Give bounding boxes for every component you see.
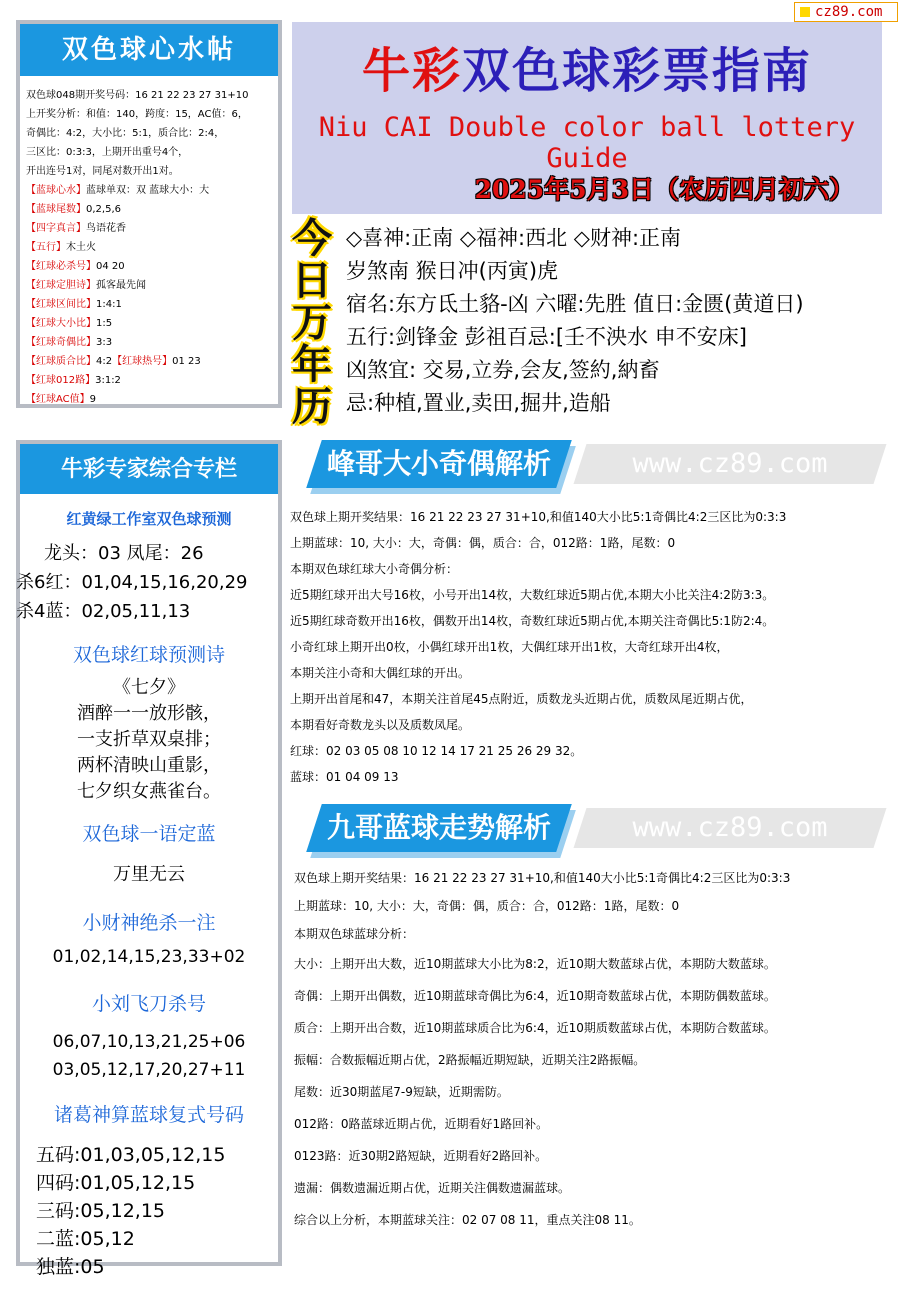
section2-body [294,864,790,1236]
tip-label: 【四字真言】 [26,223,86,234]
almanac-char: 历 [292,383,332,430]
poem-title: 《七夕》 [113,677,185,698]
title-en: Niu CAI Double color ball lottery Guide [318,112,856,174]
plain-line: 双色球048期开奖号码：16 21 22 23 27 31+10 [26,90,249,101]
almanac-vertical-title [292,215,342,430]
zhuge-line: 四码:01,05,12,15 [36,1172,196,1194]
tip-value: 木土火 [66,242,96,253]
analysis-line: 上期蓝球：10, 大小：大，奇偶：偶，质合：合，012路：1路，尾数：0 [294,899,680,913]
plain-line: 开出连号1对，同尾对数开出1对。 [26,166,179,177]
tip-value: 3:1:2 [95,375,121,386]
analysis-line: 尾数：近30期蓝尾7-9短缺，近期需防。 [294,1085,509,1099]
analysis-line: 上期蓝球：10, 大小：大，奇偶：偶，质合：合，012路：1路，尾数：0 [290,536,676,550]
title-block [292,22,882,214]
analysis-line: 蓝球：01 04 09 13 [290,770,399,784]
god-pick: 01,02,14,15,23,33+02 [52,947,246,967]
kill-blue-line: 杀4蓝：02,05,11,13 [16,601,191,622]
left-bottom-panel [16,440,282,1278]
analysis-line: 双色球上期开奖结果：16 21 22 23 27 31+10,和值140大小比5:1奇偶比4:2三区比为0:3:3 [294,871,791,885]
tip-row [26,200,278,219]
watermark-text: cz89.com [815,4,883,20]
tip-label: 【红球012路】 [26,375,96,386]
section1-title: 峰哥大小奇偶解析 [326,447,551,480]
tip-row [26,276,278,295]
zhuge-heading: 诸葛神算蓝球复式号码 [53,1104,244,1126]
plain-line: 奇偶比：4:2，大小比：5:1，质合比：2:4， [26,128,225,139]
tip-value: 蓝球单双：双 蓝球大小：大 [86,185,210,196]
zhuge-line: 五码:01,03,05,12,15 [36,1144,226,1166]
left-top-title: 双色球心水帖 [20,24,278,76]
tip-label: 【红球区间比】 [26,299,96,310]
tip-value: 孤客最先闻 [96,280,146,291]
tip-label: 【红球定胆诗】 [26,280,96,291]
analysis-line: 0123路：近30期2路短缺，近期看好2路回补。 [294,1149,548,1163]
tip-value: 1:5 [96,318,113,329]
studio-heading: 红黄绿工作室双色球预测 [66,510,232,528]
tip-value: 1:4:1 [96,299,122,310]
almanac-char: 今 [292,215,332,262]
almanac-line: 忌:种植,置业,卖田,掘井,造船 [346,391,611,415]
tip-row [26,257,278,276]
plain-line: 三区比：0:3:3，上期开出重号4个， [26,147,189,158]
tip-label: 【红球AC值】 [26,394,90,405]
analysis-line: 近5期红球开出大号16枚，小号开出14枚，大数红球近5期占优,本期大小比关注4:2防3:3。 [290,588,775,602]
one-word-value: 万里无云 [113,864,185,885]
section2-banner [300,800,860,860]
tip-label: 【红球热号】 [112,356,173,367]
title-cn-blue: 双色球彩票指南 [462,43,813,99]
analysis-line: 近5期红球奇数开出16枚，偶数开出14枚，奇数红球近5期占优,本期关注奇偶比5:1防2:4。 [290,614,775,628]
section2-url: www.cz89.com [632,812,828,843]
tip-label: 【红球奇偶比】 [26,337,96,348]
tip-label: 【红球质合比】 [26,356,96,367]
analysis-line: 奇偶：上期开出偶数，近10期蓝球奇偶比为6:4，近10期奇数蓝球占优，本期防偶数蓝球。 [294,989,776,1003]
section1-url: www.cz89.com [632,448,828,479]
tip-row [26,352,278,371]
almanac-line: ◇喜神:正南 ◇福神:西北 ◇财神:正南 [346,226,682,250]
knife-line: 06,07,10,13,21,25+06 [52,1032,246,1052]
analysis-line: 本期双色球红球大小奇偶分析： [290,562,459,576]
tip-label: 【红球必杀号】 [26,261,96,272]
analysis-line: 遗漏：偶数遗漏近期占优，近期关注偶数遗漏蓝球。 [294,1181,571,1195]
tip-value: 3:3 [96,337,113,348]
zhuge-line: 独蓝:05 [36,1256,105,1278]
almanac-line: 宿名:东方氐土貉-凶 六曜:先胜 值日:金匮(黄道日) [346,292,804,316]
tip-label: 【蓝球心水】 [26,185,86,196]
tip-label: 【蓝球尾数】 [26,204,86,215]
tip-value: 鸟语花香 [86,223,126,234]
analysis-line: 质合：上期开出合数，近10期蓝球质合比为6:4，近10期质数蓝球占优，本期防合数蓝球。 [294,1021,776,1035]
tip-label: 【红球大小比】 [26,318,96,329]
tip-row [26,295,278,314]
analysis-line: 012路：0路蓝球近期占优，近期看好1路回补。 [294,1117,549,1131]
analysis-line: 振幅：合数振幅近期占优，2路振幅近期短缺，近期关注2路振幅。 [294,1053,646,1067]
tip-value: 9 [89,394,97,405]
issue-date: 2025年5月3日（农历四月初六） [474,175,854,204]
tip-value: 04 20 [96,261,125,272]
section1-body [290,504,786,790]
almanac-char: 年 [292,341,332,388]
tip-value: 4:2 [96,356,113,367]
section1-banner [300,436,860,496]
tip-row [26,219,278,238]
tip-row [26,181,278,200]
watermark-badge [794,2,898,22]
tip-row [26,333,278,352]
section2-title: 九哥蓝球走势解析 [326,811,551,844]
poem-line: 七夕织女燕雀台。 [77,781,221,802]
tip-row [26,314,278,333]
analysis-line: 综合以上分析，本期蓝球关注：02 07 08 11，重点关注08 11。 [294,1213,641,1227]
tip-row [26,390,278,409]
knife-line: 03,05,12,17,20,27+11 [52,1060,246,1080]
tip-value: 0,2,5,6 [86,204,121,215]
poem-heading: 双色球红球预测诗 [72,644,225,666]
analysis-line: 大小：上期开出大数，近10期蓝球大小比为8:2，近10期大数蓝球占优，本期防大数蓝球。 [294,957,776,971]
analysis-line: 本期看好奇数龙头以及质数凤尾。 [290,718,471,732]
tip-row [26,238,278,257]
zhuge-line: 三码:05,12,15 [36,1200,166,1222]
knife-heading: 小刘飞刀杀号 [91,993,206,1015]
analysis-line: 小奇红球上期开出0枚，小偶红球开出1枚，大偶红球开出1枚，大奇红球开出4枚， [290,640,729,654]
analysis-line: 上期开出首尾和47，本期关注首尾45点附近，质数龙头近期占优，质数凤尾近期占优， [290,692,753,706]
left-bottom-title: 牛彩专家综合专栏 [20,444,278,494]
zhuge-line: 二蓝:05,12 [36,1228,135,1250]
poem-line: 酒醉一一放形骸， [77,703,221,724]
almanac-lines [346,222,804,420]
analysis-line: 红球：02 03 05 08 10 12 14 17 21 25 26 29 32。 [290,744,583,758]
left-top-panel [16,20,282,408]
analysis-line: 双色球上期开奖结果：16 21 22 23 27 31+10,和值140大小比5:1奇偶比4:2三区比为0:3:3 [290,510,787,524]
square-icon [800,7,810,17]
tip-row [26,371,278,390]
almanac-line: 岁煞南 猴日冲(丙寅)虎 [346,259,559,283]
plain-line: 上开奖分析：和值：140，跨度：15，AC值：6， [26,109,248,120]
tip-label: 【五行】 [26,242,66,253]
title-cn [292,32,882,101]
almanac-char: 万 [292,299,332,346]
kill-red-line: 杀6红：01,04,15,16,20,29 [16,572,248,593]
one-word-heading: 双色球一语定蓝 [82,823,216,845]
left-top-body [20,76,278,409]
analysis-line: 本期双色球蓝球分析： [294,927,415,941]
analysis-line: 本期关注小奇和大偶红球的开出。 [290,666,471,680]
almanac-line: 凶煞宜: 交易,立券,会友,签約,納畜 [346,358,660,382]
poem-line: 一支折草双桌排； [77,729,221,750]
dragon-head-line: 龙头：03 凤尾：26 [44,543,204,564]
god-heading: 小财神绝杀一注 [82,912,216,934]
poem-line: 两杯清映山重影， [77,755,221,776]
title-cn-red: 牛彩 [361,43,462,99]
tip-value: 01 23 [172,356,201,367]
almanac-line: 五行:剑锋金 彭祖百忌:[壬不泱水 申不安床] [346,325,747,349]
almanac-char: 日 [292,257,332,304]
